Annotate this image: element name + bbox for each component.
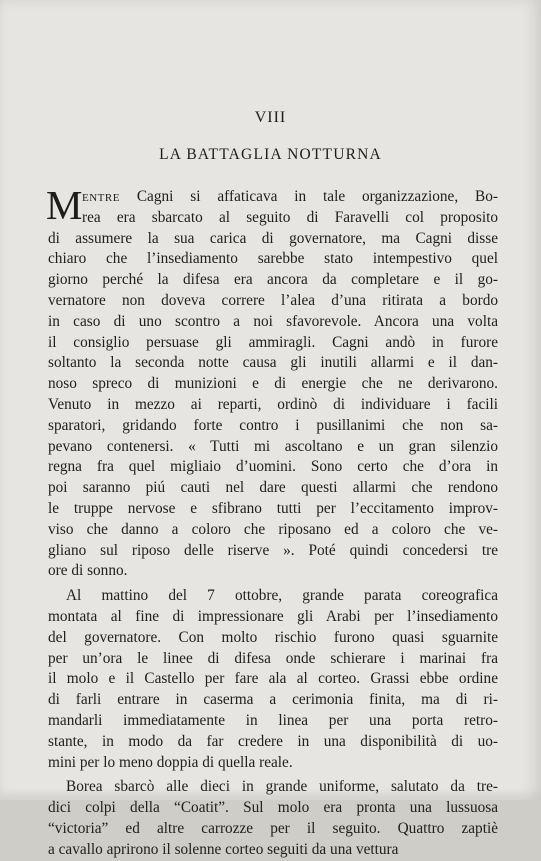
text-line: per un’ora le linee di difesa onde schierare i marinai fra <box>48 649 498 667</box>
text-line: dici colpi della “Coatit”. Sul molo era pronta una lussuosa <box>48 799 498 817</box>
first-line-rest: Cagni si affaticava in tale organizzazione, Bo- <box>119 188 498 205</box>
text-line: regna fra quel migliaio d’uomini. Sono certo che d’ora in <box>48 458 498 476</box>
text-line: di assumere la sua carica di governatore, ma Cagni disse <box>48 229 498 247</box>
text-line: in caso di uno scontro a noi sfavorevole. Ancora una volta <box>48 312 498 330</box>
text-line: viso che danno a coloro che riposano ed a coloro che ve- <box>48 520 498 538</box>
text-line: noso spreco di munizioni e di energie che ne derivarono. <box>48 375 498 393</box>
text-line: le truppe nervose e sfibrano tutti per l’eccitamento improv- <box>48 499 498 517</box>
text-line <box>48 187 498 208</box>
text-line: poi saranno piú cauti nel dare questi allarmi che rendono <box>48 479 498 497</box>
text-line: ore di sonno. <box>48 562 128 580</box>
first-word-smallcaps: entre <box>82 188 120 205</box>
text-line: gliano sul riposo delle riserve ». Poté quindi concedersi tre <box>48 541 498 559</box>
text-line: mini per lo meno doppia di quella reale. <box>48 753 293 771</box>
text-line: “victoria” ed altre carrozze per il seguito. Quattro zaptiè <box>48 819 498 837</box>
text-line: stante, in modo da far credere in una disponibilità di uo- <box>48 732 498 750</box>
text-line: del governatore. Con molto rischio furono quasi sguarnite <box>48 628 498 646</box>
drop-cap: M <box>46 182 83 228</box>
text-line: Borea sbarcò alle dieci in grande uniforme, salutato da tre- <box>66 778 498 796</box>
text-line: mandarli immediatamente in linea per una porta retro- <box>48 711 498 729</box>
text-line: soltanto la seconda notte causa gli inutili allarmi e il dan- <box>48 354 498 372</box>
text-line: Al mattino del 7 ottobre, grande parata coreografica <box>66 587 498 605</box>
text-line: pevano contenersi. « Tutti mi ascoltano e un gran silenzio <box>48 437 498 455</box>
chapter-number: VIII <box>254 109 287 126</box>
text-line: montata al fine di impressionare gli Arabi per l’insediamento <box>48 607 498 625</box>
text-line: a cavallo aprirono il solenne corteo seguiti da una vettura <box>48 840 399 858</box>
text-line: il molo e il Castello per fare ala al corteo. Grassi ebbe ordine <box>48 670 498 688</box>
text-line: Venuto in mezzo ai reparti, ordinò di individuare i facili <box>48 395 498 413</box>
text-line: vernatore non doveva correre l’alea d’una ritirata a bordo <box>48 291 498 309</box>
text-line: chiaro che l’insediamento sarebbe stato intempestivo quel <box>48 250 498 268</box>
text-line: di farli entrare in caserma a cerimonia finita, ma di ri- <box>48 691 498 709</box>
text-line: sparatori, gridando forte contro i pusillanimi che non sa- <box>48 416 498 434</box>
text-line: giorno perché la difesa era ancora da completare e il go- <box>48 271 498 289</box>
chapter-body-text <box>46 182 498 861</box>
text-line: il consiglio persuase gli ammiragli. Cagni andò in furore <box>48 333 498 351</box>
text-line: rea era sbarcato al seguito di Faravelli col proposito <box>82 208 498 226</box>
chapter-title: LA BATTAGLIA NOTTURNA <box>159 146 382 163</box>
